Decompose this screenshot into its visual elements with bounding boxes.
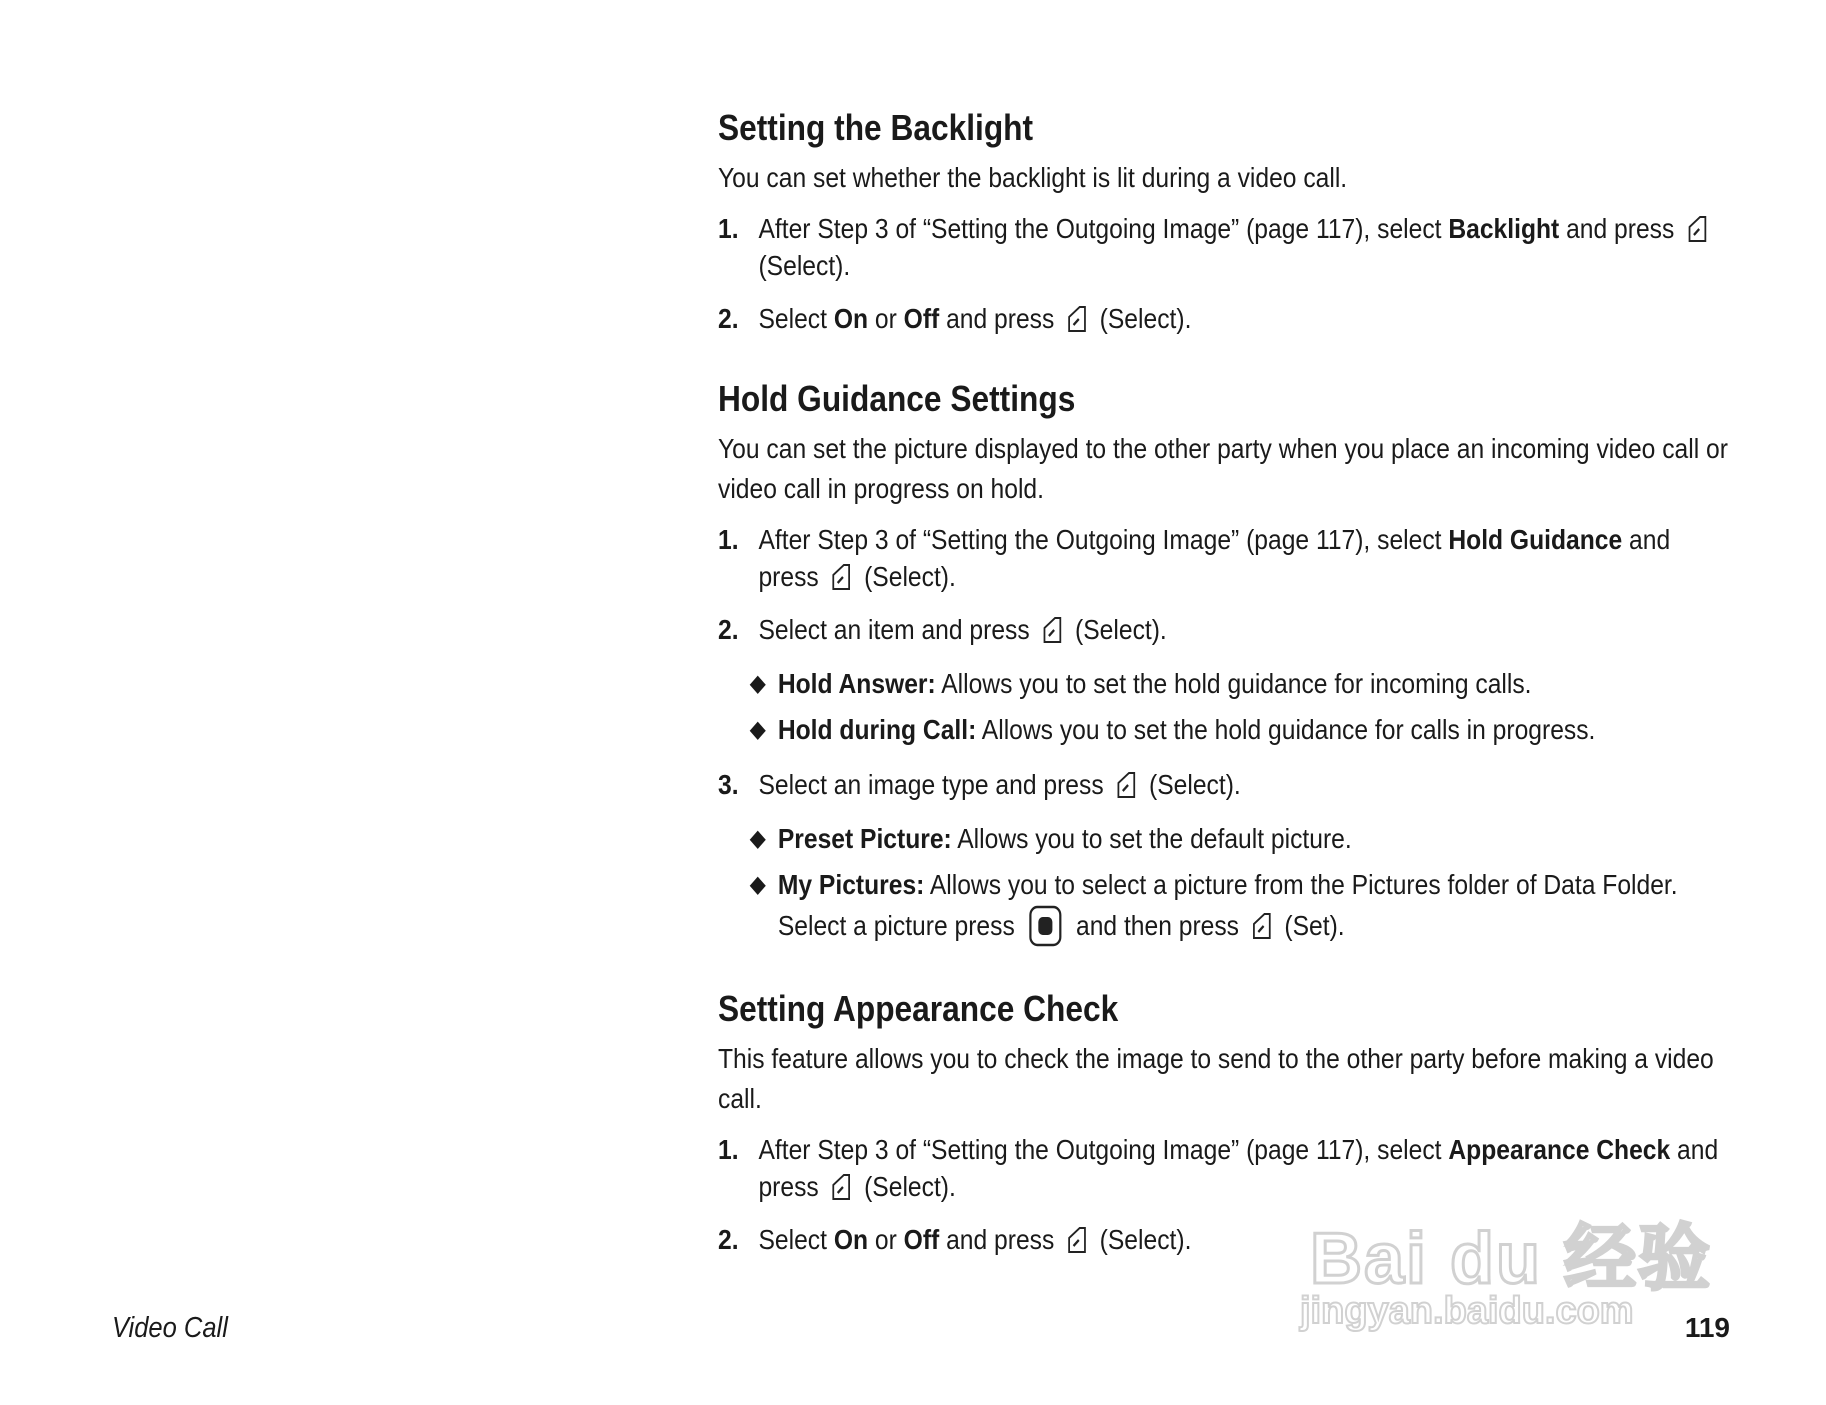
- section-title: Setting Appearance Check: [718, 988, 1119, 1029]
- step-number: 1.: [718, 1134, 739, 1165]
- bullet-text: Allows you to select a picture from the Pictures folder of Data Folder. Select a picture press: [777, 869, 1678, 941]
- page-content: [718, 106, 1730, 1298]
- step-text: After Step 3 of “Setting the Outgoing Image” (page 117), select: [758, 1134, 1449, 1165]
- step-text: and press: [1559, 213, 1682, 244]
- step-item: [718, 210, 1730, 284]
- softkey-icon: [1686, 215, 1707, 243]
- step-text: Select: [758, 303, 834, 334]
- step-text: Select an item and press: [758, 614, 1037, 645]
- step-number: 2.: [718, 1224, 739, 1255]
- section-intro: You can set the picture displayed to the other party when you place an incoming video call or video call in progress on hold.: [718, 433, 1728, 504]
- footer-section-name: Video Call: [112, 1312, 228, 1344]
- step-text: (Select).: [857, 561, 956, 592]
- bullet-term: Hold Answer:: [777, 668, 936, 699]
- diamond-bullet-icon: ◆: [749, 825, 766, 852]
- step-text: Select: [758, 1224, 834, 1255]
- bullet-text: and then press: [1069, 910, 1246, 941]
- bullet-item: [718, 865, 1730, 947]
- menu-item-name: Appearance Check: [1448, 1134, 1671, 1165]
- bullet-term: My Pictures:: [777, 869, 925, 900]
- step-text: (Select).: [1092, 1224, 1192, 1255]
- softkey-icon: [831, 1173, 852, 1201]
- section-title: Hold Guidance Settings: [718, 378, 1076, 419]
- step-text: or: [868, 303, 904, 334]
- section-body: [718, 429, 1730, 947]
- section-hold-guidance: [718, 377, 1730, 947]
- step-item: [718, 611, 1730, 648]
- bullet-text: (Set).: [1277, 910, 1345, 941]
- step-text: and press: [758, 1134, 1719, 1202]
- watermark-brand: Bai du 经验: [1310, 1219, 1713, 1299]
- step-number: 1.: [718, 213, 739, 244]
- bullet-text: Allows you to set the hold guidance for incoming calls.: [935, 668, 1532, 699]
- softkey-icon: [1116, 771, 1137, 799]
- center-key-icon: [1029, 905, 1062, 947]
- option-name: On: [833, 1224, 869, 1255]
- section-intro: You can set whether the backlight is lit during a video call.: [718, 162, 1348, 193]
- section-intro: This feature allows you to check the image to send to the other party before making a video call.: [718, 1043, 1714, 1114]
- diamond-bullet-icon: ◆: [749, 871, 766, 898]
- option-name: On: [833, 303, 869, 334]
- step-text: After Step 3 of “Setting the Outgoing Image” (page 117), select: [758, 213, 1449, 244]
- bullet-term: Preset Picture:: [777, 823, 952, 854]
- step-text: (Select).: [857, 1171, 956, 1202]
- step-text: (Select).: [1068, 614, 1167, 645]
- menu-item-name: Backlight: [1448, 213, 1560, 244]
- step-text: Select an image type and press: [758, 769, 1111, 800]
- step-text: and press: [939, 1224, 1062, 1255]
- step-text: After Step 3 of “Setting the Outgoing Image” (page 117), select: [758, 524, 1449, 555]
- step-number: 1.: [718, 524, 739, 555]
- menu-item-name: Hold Guidance: [1448, 524, 1623, 555]
- step-number: 2.: [718, 303, 739, 334]
- softkey-icon: [1251, 912, 1272, 940]
- step-text: (Select).: [758, 250, 851, 281]
- step-text: and press: [758, 524, 1671, 592]
- step-text: or: [868, 1224, 904, 1255]
- bullet-text: Allows you to set the default picture.: [951, 823, 1352, 854]
- bullet-item: [718, 819, 1730, 859]
- section-title: Setting the Backlight: [718, 107, 1034, 148]
- step-item: [718, 300, 1730, 337]
- section-backlight: [718, 106, 1730, 337]
- step-text: (Select).: [1092, 303, 1192, 334]
- step-text: and press: [939, 303, 1062, 334]
- step-text: (Select).: [1142, 769, 1241, 800]
- softkey-icon: [831, 563, 852, 591]
- step-item: [718, 766, 1730, 803]
- section-body: [718, 1039, 1730, 1258]
- diamond-bullet-icon: ◆: [749, 670, 766, 697]
- option-name: Off: [903, 1224, 940, 1255]
- bullet-item: [718, 664, 1730, 704]
- watermark-url: jingyan.baidu.com: [1300, 1290, 1634, 1332]
- softkey-icon: [1066, 305, 1087, 333]
- step-item: [718, 521, 1730, 595]
- section-appearance-check: [718, 987, 1730, 1258]
- step-item: [718, 1131, 1730, 1205]
- bullet-term: Hold during Call:: [777, 714, 977, 745]
- page-number: 119: [1684, 1312, 1730, 1343]
- bullet-item: [718, 710, 1730, 750]
- softkey-icon: [1042, 616, 1063, 644]
- section-body: [718, 158, 1730, 337]
- option-name: Off: [903, 303, 940, 334]
- diamond-bullet-icon: ◆: [749, 716, 766, 743]
- step-item: [718, 1221, 1730, 1258]
- softkey-icon: [1066, 1226, 1087, 1254]
- bullet-text: Allows you to set the hold guidance for calls in progress.: [976, 714, 1596, 745]
- step-number: 3.: [718, 769, 739, 800]
- step-number: 2.: [718, 614, 739, 645]
